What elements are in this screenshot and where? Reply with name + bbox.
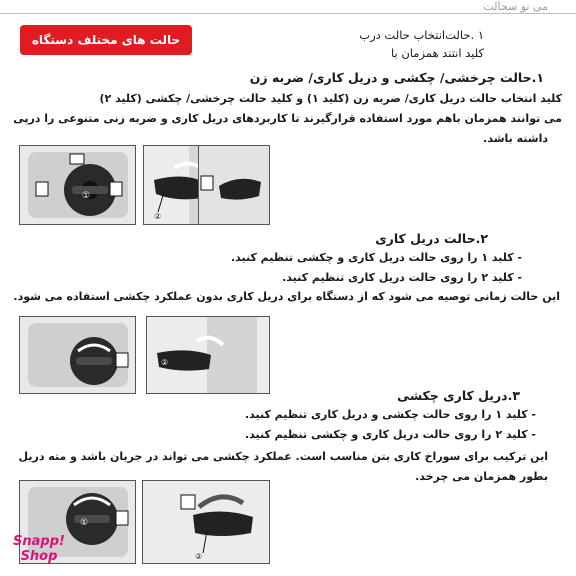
selector-switch-photo (146, 316, 270, 394)
paragraph-line: بطور همزمان می چرخد. (415, 470, 548, 483)
section-title: ۲.حالت دریل کاری (375, 231, 488, 246)
snapp-shop-logo: Snapp! Shop (13, 534, 65, 564)
section-title: ۳.دریل کاری چکشی (397, 388, 520, 403)
paragraph-line: داشته باشد. (483, 132, 548, 145)
intro-line: کلید انتند همزمان با (391, 46, 484, 60)
selector-switch-rotated-photo (198, 145, 270, 225)
paragraph-line: - کلید ۱ را روی حالت چکشی و دریل کاری تنظیم کنید. (244, 408, 536, 421)
svg-text:①: ① (80, 518, 89, 528)
svg-text:②: ② (195, 552, 203, 561)
paragraph-line: این حالت زمانی توصیه می شود که از دستگاه برای دریل کاری بدون عملکرد چکشی استفاده می شود. (13, 290, 560, 303)
intro-line: ۱ .حالت‌انتخاب حالت در‌ب (359, 28, 484, 42)
section-banner: حالت های مختلف دستگاه (20, 25, 192, 55)
cut-off-text: می نو سحالت (483, 0, 548, 13)
paragraph-line: - کلید ۱ را روی حالت دریل کاری و چکشی تنظیم کنید. (230, 251, 522, 264)
paragraph-line: - کلید ۲ را روی حالت دریل کاری و چکشی تنظیم کنید. (244, 428, 536, 441)
drill-mode-dial-photo (19, 316, 136, 394)
svg-text:②: ② (161, 358, 169, 367)
section-title: ۱.حالت چرخشی/ چکشی و دریل کاری/ ضربه زن (249, 70, 544, 85)
callout-2: ② (154, 212, 162, 221)
paragraph-line: کلید انتخاب حالت دریل کاری/ ضربه زن (کلید ۱) و کلید حالت چرخشی/ چکشی (کلید ۲) (99, 92, 562, 105)
callout-1: ① (82, 191, 91, 201)
drill-mode-dial-photo (19, 145, 136, 225)
selector-switch-photo (142, 480, 270, 564)
paragraph-line: این ترکیب برای سوراخ کاری بتن مناسب است. عملکرد چکشی می تواند در جریان باشد و مته دریل (18, 450, 548, 463)
paragraph-line: - کلید ۲ را روی حالت دریل کاری تنظیم کنید. (282, 271, 522, 284)
paragraph-line: می توانند همزمان باهم مورد استفاده قرارگیرند تا کاربردهای دریل کاری و ضربه زنی متنوعی را درپی (13, 112, 562, 125)
